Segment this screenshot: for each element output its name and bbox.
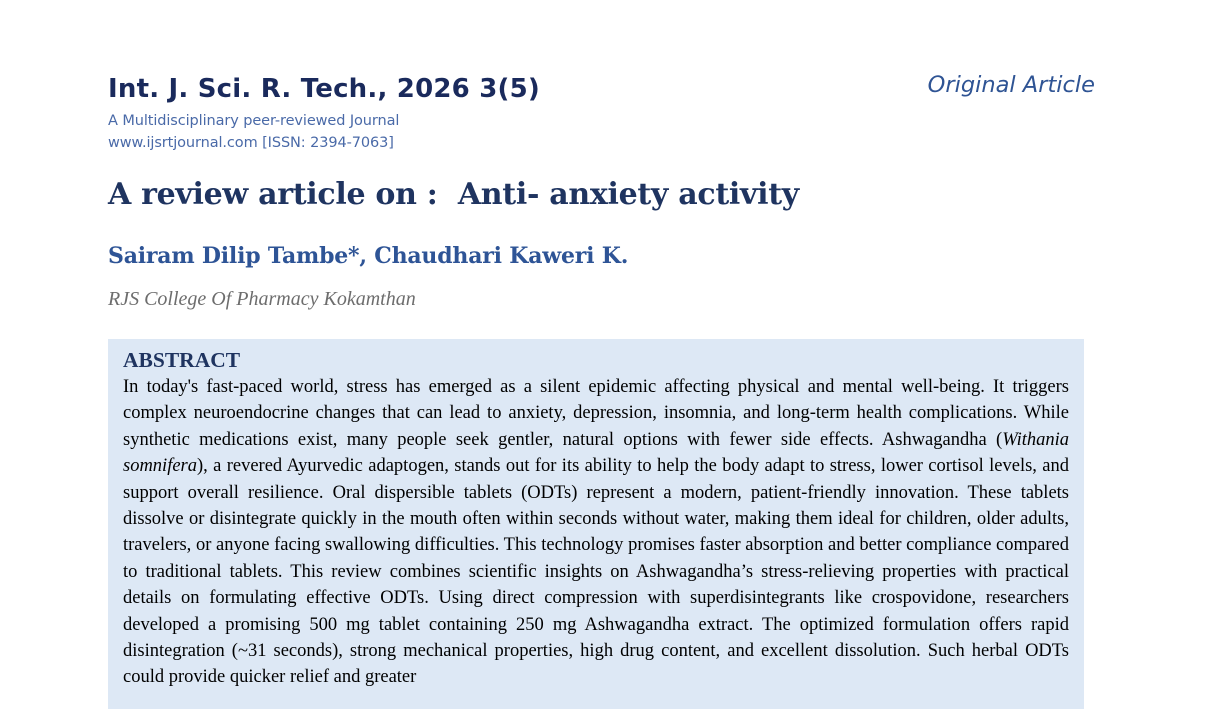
abstract-text-part1: In today's fast-paced world, stress has emerged as a silent epidemic affecting physical and mental well-being. It triggers complex neuroendocrine changes that can lead to anxiety, depression, insomnia, and long-term health complications. While synthetic medications exist, many people seek gentler, natural options with fewer side effects. Ashwagandha (	[123, 377, 1069, 450]
journal-tagline: A Multidisciplinary peer-reviewed Journal	[108, 113, 400, 129]
journal-title: Int. J. Sci. R. Tech., 2026 3(5)	[108, 74, 540, 104]
abstract-heading: ABSTRACT	[123, 348, 241, 372]
article-type-label: Original Article	[927, 72, 1095, 98]
abstract-section	[108, 339, 1084, 709]
abstract-text-part2: ), a revered Ayurvedic adaptogen, stands out for its ability to help the body adapt to stress, lower cortisol levels, and support overall resilience. Oral dispersible tablets (ODTs) represent a modern, patient-friendly innovation. These tablets dissolve or disintegrate quickly in the mouth often within seconds without water, making them ideal for children, older adults, travelers, or anyone facing swallowing difficulties. This technology promises faster absorption and better compliance compared to traditional tablets. This review combines scientific insights on Ashwagandha’s stress-relieving properties with practical details on formulating effective ODTs. Using direct compression with superdisintegrants like crospovidone, researchers developed a promising 500 mg tablet containing 250 mg Ashwagandha extract. The optimized formulation offers rapid disintegration (~31 seconds), strong mechanical properties, high drug content, and excellent dissolution. Such herbal ODTs could provide quicker relief and greater	[123, 456, 1069, 688]
article-title: A review article on : Anti- anxiety activity	[108, 177, 799, 212]
journal-website-issn: www.ijsrtjournal.com [ISSN: 2394-7063]	[108, 135, 394, 151]
abstract-species-name: Withania somnifera	[123, 429, 1069, 477]
author-list: Sairam Dilip Tambe*, Chaudhari Kaweri K.	[108, 243, 629, 269]
author-affiliation: RJS College Of Pharmacy Kokamthan	[108, 288, 416, 310]
abstract-text	[123, 374, 1069, 691]
